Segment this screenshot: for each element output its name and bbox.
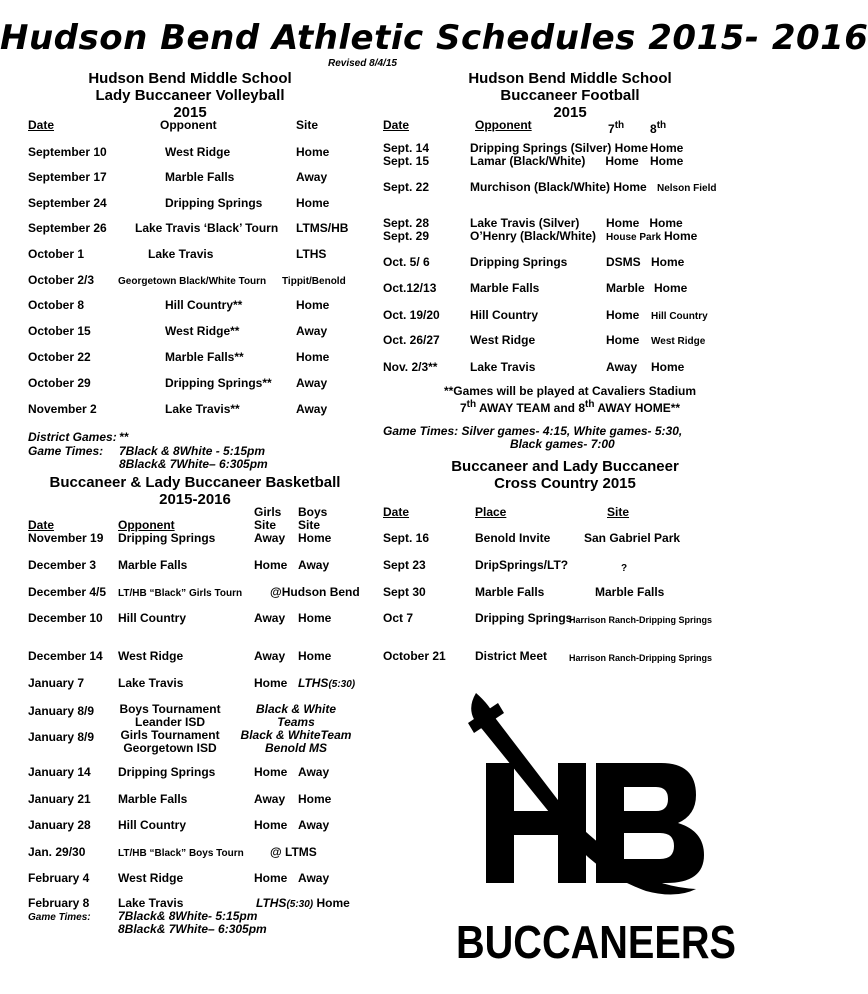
buccaneer-sword-icon (446, 683, 746, 983)
basketball-title: Buccaneer & Lady Buccaneer Basketball 2015-2016 (49, 474, 341, 508)
basketball-times-1: 7Black& 8White- 5:15pm (118, 909, 258, 923)
volleyball-title: Hudson Bend Middle School Lady Buccaneer Volleyball 2015 (88, 70, 292, 121)
volleyball-times-1: 7Black & 8White - 5:15pm (119, 444, 266, 458)
volleyball-times-label: Game Times: (28, 444, 104, 458)
volleyball-header-opponent: Opponent (160, 118, 217, 132)
volleyball-header-date: Date (28, 118, 55, 132)
basketball-times-2: 8Black& 7White– 6:305pm (118, 922, 267, 936)
football-header-date: Date (383, 118, 410, 132)
volleyball-times-2: 8Black& 7White– 6:305pm (119, 457, 268, 471)
basketball-header-opponent: Opponent (118, 518, 175, 532)
cross-country-title: Buccaneer and Lady Buccaneer Cross Country 2015 (451, 458, 679, 492)
football-header-opponent: Opponent (475, 118, 532, 132)
xc-header-site: Site (607, 505, 630, 519)
football-header-7th: 7th (608, 120, 625, 136)
volleyball-district-label: District Games: (28, 430, 117, 444)
basketball-header-girls: Girls Site (254, 505, 282, 532)
volleyball-district-value: ** (119, 430, 129, 444)
football-times-2: Black games- 7:00 (510, 437, 615, 451)
xc-header-date: Date (383, 505, 410, 519)
page-title: Hudson Bend Athletic Schedules 2015- 2016 (0, 18, 868, 58)
revised-date: Revised 8/4/15 (328, 58, 397, 69)
basketball-header-date: Date (28, 518, 55, 532)
football-title: Hudson Bend Middle School Buccaneer Football 2015 (468, 70, 672, 121)
football-note-1: **Games will be played at Cavaliers Stadium (443, 384, 697, 398)
buccaneers-logo (446, 683, 746, 983)
logo-wordmark: BUCCANEERS (456, 916, 736, 968)
volleyball-header-site: Site (296, 118, 319, 132)
football-note-2: 7th AWAY TEAM and 8th AWAY HOME** (459, 399, 681, 415)
football-times-1: Game Times: Silver games- 4:15, White games- 5:30, (383, 424, 683, 438)
xc-header-place: Place (475, 505, 507, 519)
football-header-8th: 8th (650, 120, 667, 136)
basketball-times-label: Game Times: (28, 912, 91, 923)
basketball-header-boys: Boys Site (298, 505, 328, 532)
